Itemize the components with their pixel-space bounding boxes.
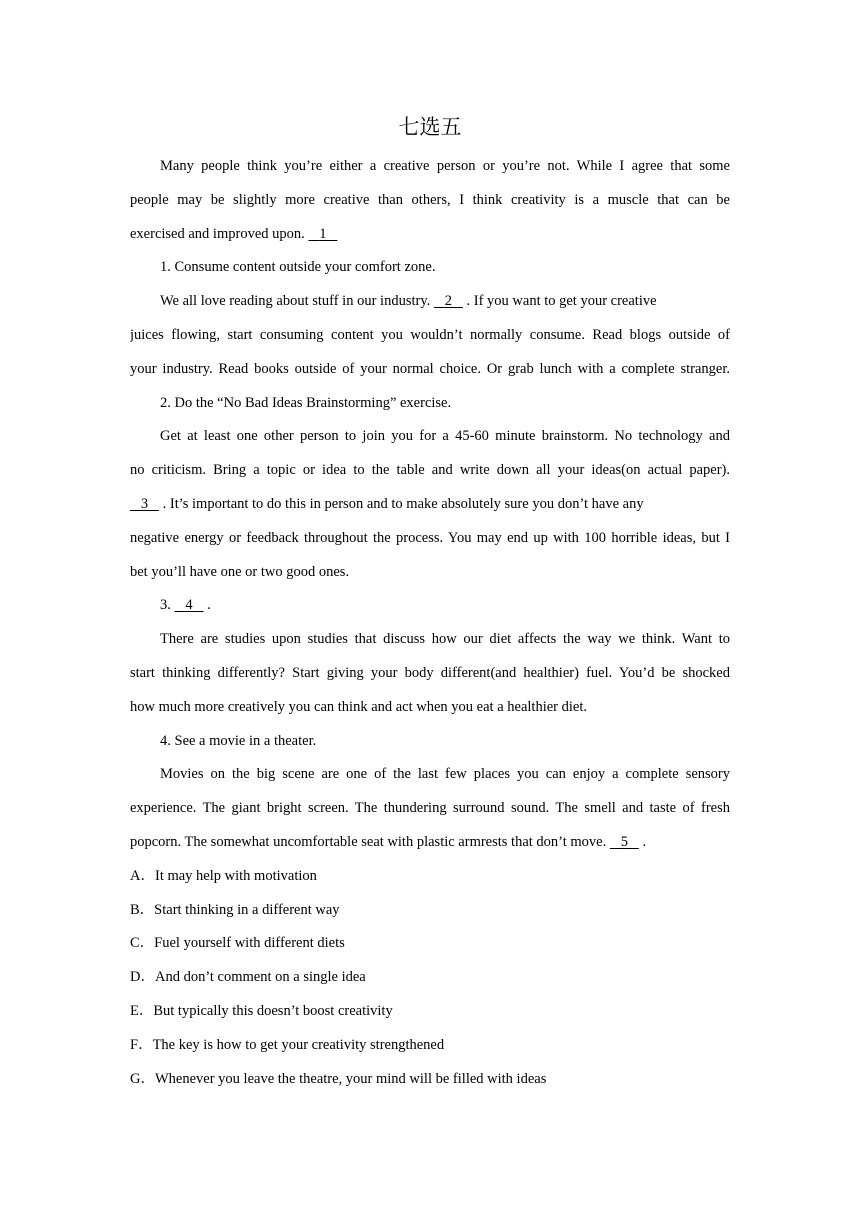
- option-b: [130, 894, 730, 928]
- option-text: The key is how to get your creativity strengthened: [152, 1036, 445, 1053]
- option-letter: G．: [130, 1070, 155, 1087]
- paragraph-line: There are studies upon studies that discuss how our diet affects the way we think. Want to: [160, 631, 730, 648]
- paragraph-line: your industry. Read books outside of your normal choice. Or grab lunch with a complete stranger.: [130, 360, 730, 377]
- paragraph-line: start thinking differently? Start giving your body different(and healthier) fuel. You’d be shocked: [130, 664, 730, 681]
- option-letter: A．: [130, 867, 155, 884]
- option-text: It may help with motivation: [154, 867, 317, 884]
- option-letter: F．: [130, 1036, 153, 1053]
- paragraph-line: [130, 285, 730, 319]
- passage: [130, 150, 730, 1096]
- paragraph-line: [130, 218, 730, 252]
- paragraph-line: negative energy or feedback throughout the process. You may end up with 100 horrible ideas, but I: [130, 529, 730, 546]
- option-g: [130, 1063, 730, 1097]
- option-text: And don’t comment on a single idea: [154, 969, 366, 986]
- blank-number: 5: [620, 833, 628, 850]
- section-heading: 2. Do the “No Bad Ideas Brainstorming” exercise.: [160, 394, 452, 411]
- option-d: [130, 961, 730, 995]
- heading-number: 3.: [160, 597, 171, 614]
- blank-2: [434, 285, 463, 319]
- option-text: But typically this doesn’t boost creativity: [153, 1002, 393, 1019]
- option-text: Start thinking in a different way: [154, 901, 340, 918]
- paragraph-text: exercised and improved upon.: [130, 225, 305, 242]
- option-letter: B．: [130, 901, 155, 918]
- blank-number: 1: [319, 225, 327, 242]
- option-e: [130, 995, 730, 1029]
- blank-1: [308, 218, 337, 252]
- blank-number: 2: [444, 293, 452, 310]
- section-heading: 1. Consume content outside your comfort zone.: [160, 259, 436, 276]
- option-letter: D．: [130, 969, 155, 986]
- section-heading: 4. See a movie in a theater.: [160, 732, 317, 749]
- section-heading: [130, 589, 730, 623]
- paragraph-line: experience. The giant bright screen. The thundering surround sound. The smell and taste of fresh: [130, 800, 730, 817]
- paragraph-line: no criticism. Bring a topic or idea to the table and write down all your ideas(on actual paper).: [130, 462, 730, 479]
- option-text: Fuel yourself with different diets: [154, 935, 345, 952]
- heading-text: .: [207, 597, 211, 614]
- option-c: [130, 927, 730, 961]
- blank-5: [610, 826, 639, 860]
- option-a: [130, 860, 730, 894]
- paragraph-text: . If you want to get your creative: [466, 293, 657, 310]
- blank-number: 4: [185, 597, 193, 614]
- paragraph-line: [130, 488, 730, 522]
- paragraph-line: bet you’ll have one or two good ones.: [130, 563, 350, 580]
- paragraph-text: . It’s important to do this in person and to make absolutely sure you don’t have any: [162, 495, 644, 512]
- option-letter: C．: [130, 935, 155, 952]
- blank-number: 3: [140, 495, 149, 512]
- paragraph-line: juices flowing, start consuming content you wouldn’t normally consume. Read blogs outside of: [130, 326, 730, 343]
- paragraph-line: Many people think you’re either a creative person or you’re not. While I agree that some: [160, 158, 730, 174]
- paragraph-line: Get at least one other person to join you for a 45-60 minute brainstorm. No technology and: [160, 428, 730, 445]
- blank-4: [175, 589, 204, 623]
- paragraph-text: .: [642, 833, 647, 850]
- blank-3: [130, 488, 159, 522]
- paragraph-line: people may be slightly more creative than others, I think creativity is a muscle that can be: [130, 191, 730, 208]
- paragraph-text: We all love reading about stuff in our industry.: [160, 293, 431, 310]
- page-title: 七选五: [398, 115, 462, 139]
- paragraph-text: popcorn. The somewhat uncomfortable seat with plastic armrests that don’t move.: [130, 833, 607, 850]
- paragraph-line: Movies on the big scene are one of the last few places you can enjoy a complete sensory: [160, 766, 730, 783]
- paragraph-line: how much more creatively you can think and act when you eat a healthier diet.: [130, 698, 587, 715]
- option-letter: E．: [130, 1002, 154, 1019]
- paragraph-line: [130, 826, 730, 860]
- option-f: [130, 1029, 730, 1063]
- option-text: Whenever you leave the theatre, your mind will be filled with ideas: [154, 1070, 547, 1087]
